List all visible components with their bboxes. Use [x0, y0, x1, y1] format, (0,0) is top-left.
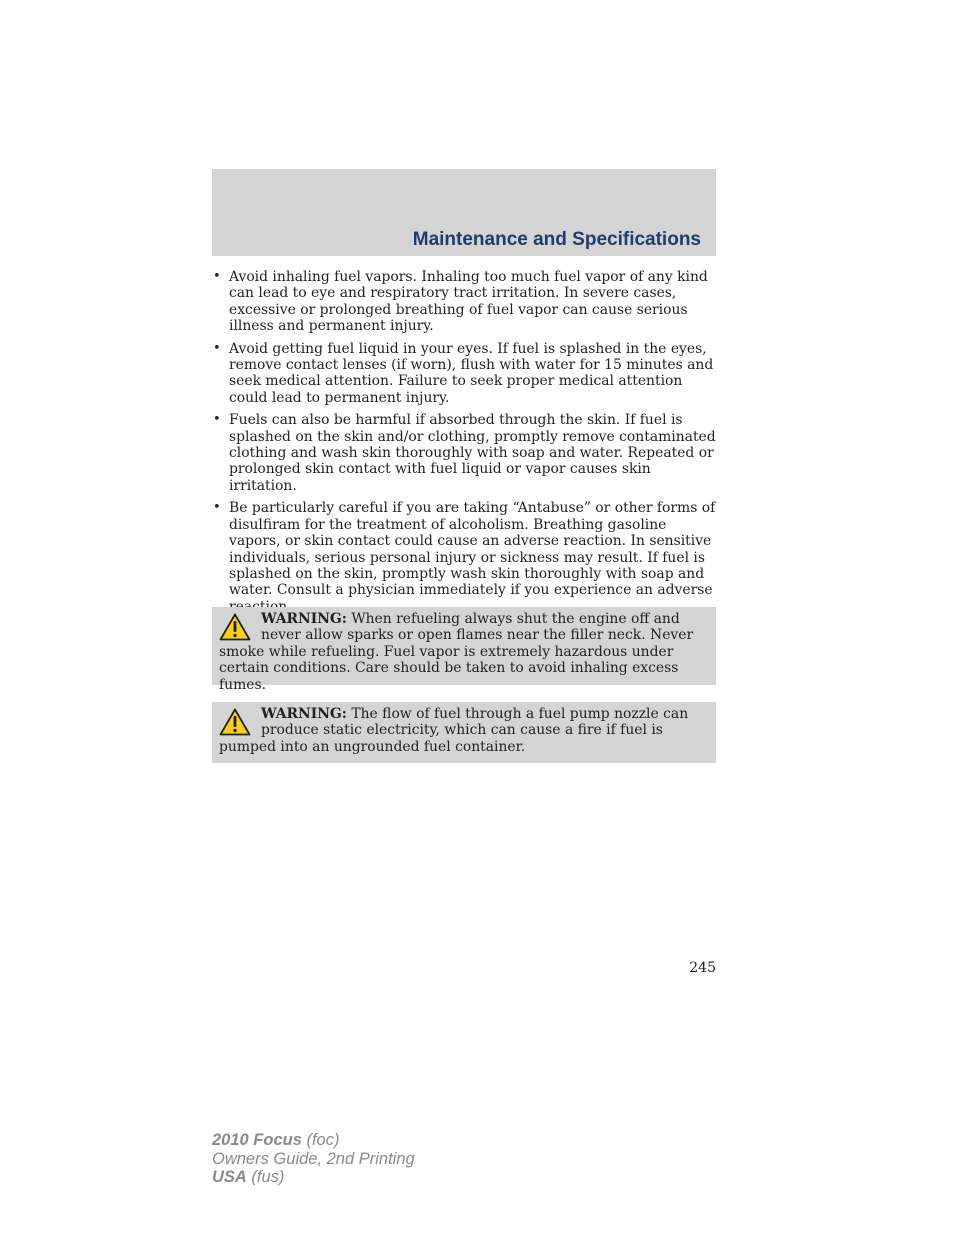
bullet-symbol: •	[213, 340, 221, 356]
list-item	[212, 500, 716, 615]
section-title: Maintenance and Specifications	[412, 229, 701, 250]
footer-line-region	[212, 1168, 415, 1187]
bullet-list	[212, 269, 716, 621]
footer-region-code: (fus)	[246, 1168, 285, 1186]
bullet-text: Avoid getting fuel liquid in your eyes. If fuel is splashed in the eyes, remove contact lenses (if worn), flush with water for 15 minutes and seek medical attention. Failure to seek proper medical attention could lead to permanent injury.	[229, 340, 714, 406]
bullet-symbol: •	[213, 269, 221, 284]
footer-model: 2010 Focus	[212, 1131, 302, 1149]
warning-label: WARNING:	[261, 706, 347, 722]
list-item	[212, 412, 716, 494]
document-footer	[212, 1131, 415, 1187]
warning-label: WARNING:	[261, 611, 347, 627]
warning-text: When refueling always shut the engine off and never allow sparks or open flames near the filler neck. Never smoke while refueling. Fuel vapor is extremely hazardous under certain conditions. Care should be taken to avoid inhaling excess fumes.	[219, 611, 694, 693]
list-item	[212, 341, 716, 407]
section-header-band	[212, 169, 716, 256]
page-number: 245	[689, 960, 716, 976]
warning-box-static	[212, 702, 716, 763]
warning-triangle-icon	[219, 708, 251, 736]
bullet-text: Avoid inhaling fuel vapors. Inhaling too much fuel vapor of any kind can lead to eye and respiratory tract irritation. In severe cases, excessive or prolonged breathing of fuel vapor can cause serious illness and permanent injury.	[229, 269, 708, 335]
bullet-text: Be particularly careful if you are taking “Antabuse” or other forms of disulfiram for the treatment of alcoholism. Breathing gasoline vapors, or skin contact could cause an adverse reaction. In sensitive individuals, serious personal injury or sickness may result. If fuel is splashed on the skin, promptly wash skin thoroughly with soap and water. Consult a physician immediately if you experience an adverse	[229, 500, 716, 599]
warning-triangle-icon	[219, 613, 251, 641]
warning-text: The flow of fuel through a fuel pump nozzle can produce static electricity, which can cause a fire if fuel is pumped into an ungrounded fuel container.	[219, 706, 689, 755]
bullet-symbol: •	[213, 500, 221, 516]
list-item	[212, 269, 716, 335]
bullet-text: Fuels can also be harmful if absorbed through the skin. If fuel is splashed on the skin and/or clothing, promptly remove contaminated clothing and wash skin thoroughly with soap and water. Repeated or prolonged skin contact with fuel liquid or vapor causes skin irritation.	[229, 412, 716, 494]
footer-region: USA	[212, 1168, 247, 1186]
footer-model-code: (foc)	[301, 1131, 340, 1149]
warning-box-refueling	[212, 607, 716, 693]
footer-line-model	[212, 1131, 415, 1150]
footer-line-guide: Owners Guide, 2nd Printing	[212, 1149, 415, 1168]
bullet-symbol: •	[213, 412, 221, 428]
